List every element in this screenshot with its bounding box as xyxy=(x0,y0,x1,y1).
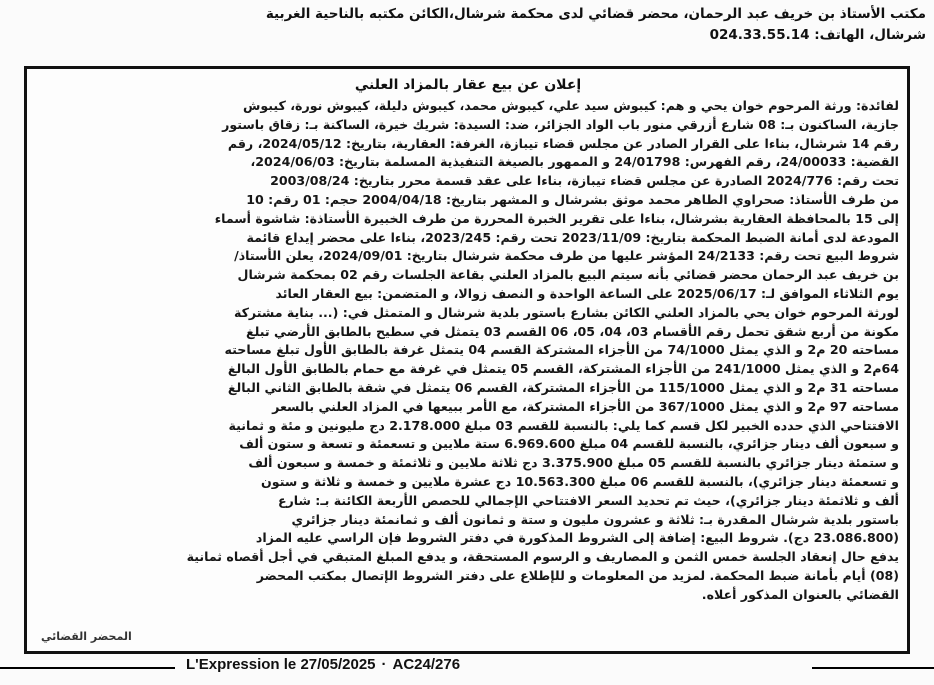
footer-divider-left xyxy=(0,667,175,669)
office-phone-line: شرشال، الهاتف: 024.33.55.14 xyxy=(709,27,926,43)
notice-line: القضية: 24/00033، رقم الفهرس: 24/01798 و الممهور بالصيغة التنفيذية المسلمة بتاريخ: 2024/06/03، xyxy=(250,154,899,170)
office-header-line: مكتب الأستاذ بن خريف عبد الرحمان، محضر قضائي لدى محكمة شرشال،الكائن مكتبه بالناحية الغربية xyxy=(265,6,926,22)
notice-line: مساحته 20 م2 و الذي يمثل 74/1000 من الأجزاء المشتركة القسم 04 يتمثل غرفة بالطابق الأول تبلغ مساحته xyxy=(224,342,899,358)
notice-line: (08) أيام بأمانة ضبط المحكمة. لمزيد من المعلومات و للإطلاع على دفتر الشروط الإتصال بمكتب المحضر xyxy=(256,567,899,583)
footer-divider-right xyxy=(812,667,934,669)
notice-line: و تسعمئة دينار جزائري)، بالنسبة للقسم 06 مبلغ 10.563.300 دج عشرة ملايين و خمسة و ثلاثة و ستون xyxy=(261,473,899,489)
notice-line: و ستمئة دينار جزائري بالنسبة للقسم 05 مبلغ 3.375.900 دج ثلاثة ملايين و ثلاثمئة و خمسة و سبعون ألف xyxy=(248,455,899,471)
auction-notice-box xyxy=(24,66,910,654)
publication-reference: AC24/276 xyxy=(392,656,461,673)
notice-line: (23.086.800 دج). شروط البيع: إضافة إلى الشروط المذكورة في دفتر الشروط فإن الراسي عليه المزاد xyxy=(255,530,899,546)
publication-credit xyxy=(186,656,460,673)
publication-name-date: L'Expression le 27/05/2025 xyxy=(186,656,376,673)
notice-line: شروط البيع تحت رقم: 24/2133 المؤشر عليها من طرف محكمة شرشال بتاريخ: 2024/09/01، يعلن الأستاذ/ xyxy=(234,248,899,264)
notice-line: المودعة لدى أمانة الضبط المحكمة بتاريخ: 2023/11/09 تحت رقم: 2023/245، بناءا على محضر إيداع قائمة xyxy=(246,229,899,245)
notice-line: جازية، الساكنون بـ: 08 شارع أزرقي منور باب الواد الجزائر، ضد: السيدة: شريك خيرة، الساكنة بـ: زقاق باستور xyxy=(222,116,899,132)
notice-line: تحت رقم: 2024/776 الصادرة عن مجلس قضاء تيبازة، بناءا على عقد قسمة محرر بتاريخ: 2003/08/24 xyxy=(270,173,899,189)
notice-line: مساحته 97 م2 و الذي يمثل 367/1000 من الأجزاء المشتركة، مع الأمر ببيعها في المزاد العلني بالسعر xyxy=(272,398,899,414)
notice-line: باستور بلدية شرشال المقدرة بـ: ثلاثة و عشرون مليون و ستة و ثمانون ألف و ثمانمئة دينار جزائري xyxy=(291,511,899,527)
footer-separator: · xyxy=(381,656,387,673)
notice-line: الافتتاحي الذي حدده الخبير لكل قسم كما يلي: بالنسبة للقسم 03 مبلغ 2.178.000 دج مليونين و مئة و ثمانية xyxy=(228,417,899,433)
notice-body xyxy=(37,75,899,605)
notice-line: 64م2 و الذي يمثل 241/1000 من الأجزاء المشتركة، القسم 05 يتمثل في غرفة مع حمام بالطابق الأول البالغ xyxy=(227,361,899,377)
notice-line: بن خريف عبد الرحمان محضر قضائي بأنه سيتم البيع بالمزاد العلني بقاعة الجلسات رقم 02 بمحكمة شرشال xyxy=(237,267,899,283)
notice-line: القضائي بالعنوان المذكور أعلاه. xyxy=(701,586,899,602)
publication-footer xyxy=(0,654,934,685)
notice-line: مساحته 31 م2 و الذي يمثل 115/1000 من الأجزاء المشتركة، القسم 06 يتمثل في شقة بالطابق الثاني البالغ xyxy=(227,379,899,395)
notice-line: لورثة المرحوم خوان يحي بالمزاد العلني الكائن بشارع باستور بلدية شرشال و المتمثل في: (... بناية مشتركة xyxy=(233,304,899,320)
notice-line: لفائدة: ورثة المرحوم خوان يحي و هم: كيبوش سيد علي، كيبوش محمد، كيبوش دليلة، كيبوش نورة، كيبوش xyxy=(242,98,899,113)
notice-line: مكونة من أربع شقق تحمل رقم الأقسام 03، 04، 05، 06 القسم 03 يتمثل في سطيح بالطابق الأرضي تبلغ xyxy=(246,323,899,339)
notice-line: و سبعون ألف دينار جزائري، بالنسبة للقسم 04 مبلغ 6.969.600 ستة ملايين و تسعمئة و تسعة و ستون ألف xyxy=(239,436,899,452)
notice-line: رقم 14 شرشال، بناءا على القرار الصادر عن مجلس قضاء تيبازة، الغرفة: العقارية، بتاريخ: 2024/05/12، رقم xyxy=(227,135,899,151)
bailiff-signature: المحضر القضائي xyxy=(41,630,132,643)
notice-line: من طرف الأستاذ: صحراوي الطاهر محمد موثق بشرشال و المشهر بتاريخ: 2004/04/18 حجم: 01 رقم: 10 xyxy=(246,191,899,207)
notice-title: إعلان عن بيع عقار بالمزاد العلني xyxy=(354,77,582,93)
office-header xyxy=(70,4,926,46)
notice-line: ألف و ثلاثمئة دينار جزائري)، حيث تم تحديد السعر الافتتاحي الإجمالي للحصص الأربعة الكائنة بـ: شارع xyxy=(277,492,899,508)
notice-line: يوم الثلاثاء الموافق لـ: 2025/06/17 على الساعة الواحدة و النصف زوالا، و المتضمن: بيع العقار العائد xyxy=(275,285,899,301)
notice-line: يدفع حال إنعقاد الجلسة خمس الثمن و المصاريف و الرسوم المستحقة، و يدفع المبلغ المتبقي في أجل أقصاه ثمانية xyxy=(186,549,899,565)
notice-line: إلى 15 بالمحافظة العقارية بشرشال، بناءا على تقرير الخبرة المحررة من طرف الخبيرة الأستاذة: شاشوة أسماء xyxy=(214,210,899,226)
